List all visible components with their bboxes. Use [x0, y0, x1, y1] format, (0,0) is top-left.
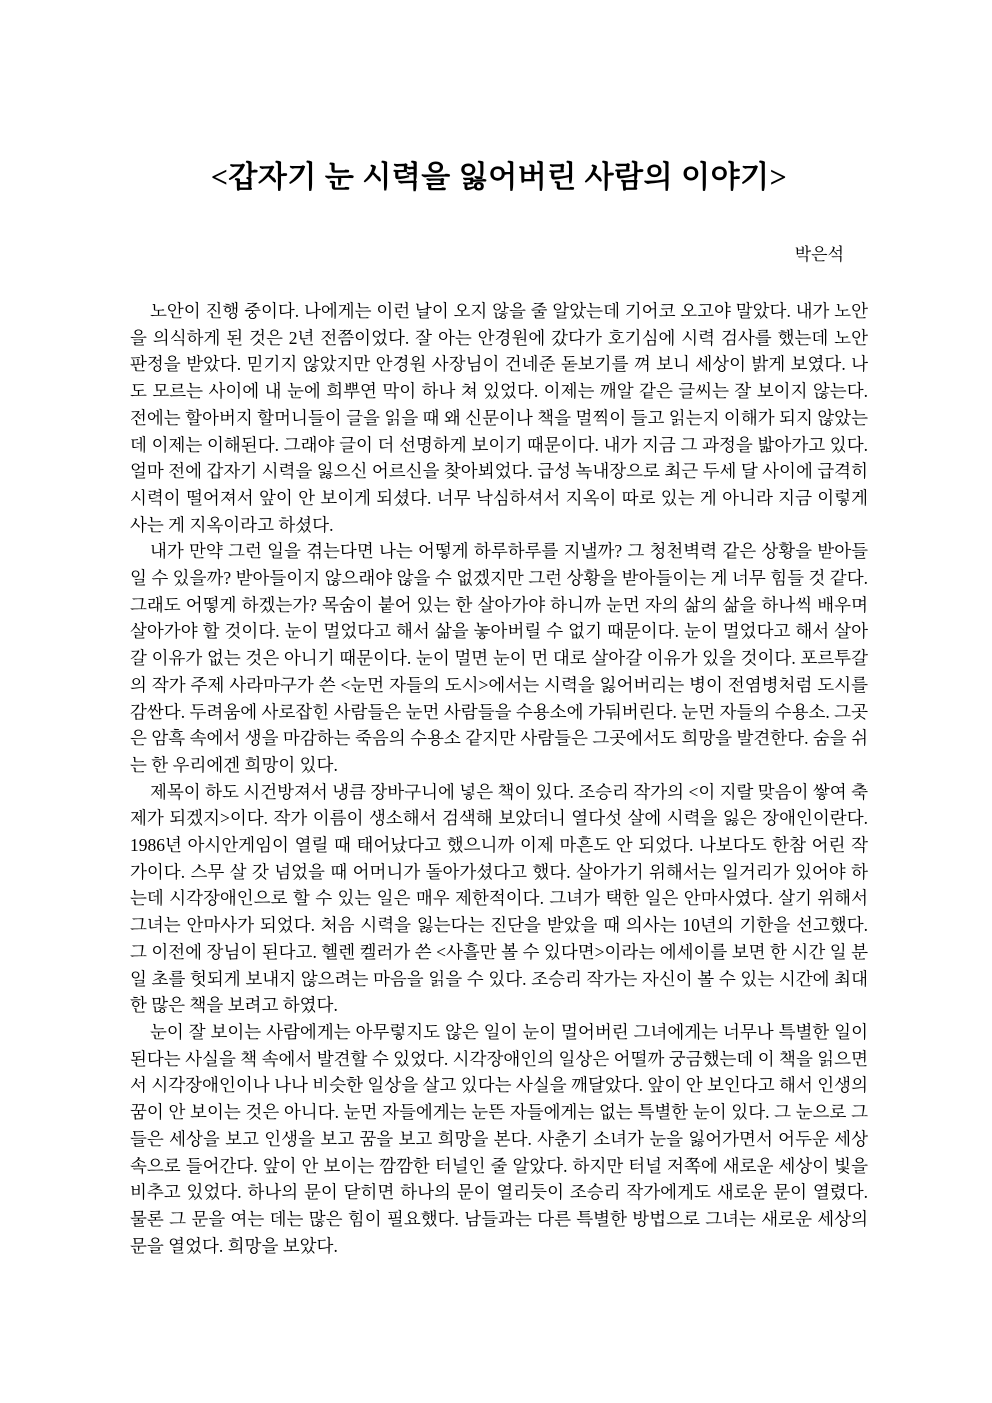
- paragraph-1: 노안이 진행 중이다. 나에게는 이런 날이 오지 않을 줄 알았는데 기어코 오고야 말았다. 내가 노안을 의식하게 된 것은 2년 전쯤이었다. 잘 아는 안경원에 갔다가 호기심에 시력 검사를 했는데 노안 판정을 받았다. 믿기지 않았지만 안경원 사장님이 건네준 돋보기를 껴 보니 세상이 밝게 보였다. 나도 모르는 사이에 내 눈에 희뿌연 막이 하나 쳐 있었다. 이제는 깨알 같은 글씨는 잘 보이지 않는다. 전에는 할아버지 할머니들이 글을 읽을 때 왜 신문이나 책을 멀찍이 들고 읽는지 이해가 되지 않았는데 이제는 이해된다. 그래야 글이 더 선명하게 보이기 때문이다. 내가 지금 그 과정을 밟아가고 있다. 얼마 전에 갑자기 시력을 잃으신 어르신을 찾아뵈었다. 급성 녹내장으로 최근 두세 달 사이에 급격히 시력이 떨어져서 앞이 안 보이게 되셨다. 너무 낙심하셔서 지옥이 따로 있는 게 아니라 지금 이렇게 사는 게 지옥이라고 하셨다.: [130, 301, 868, 535]
- paragraph-4: 눈이 잘 보이는 사람에게는 아무렇지도 않은 일이 눈이 멀어버린 그녀에게는 너무나 특별한 일이 된다는 사실을 책 속에서 발견할 수 있었다. 시각장애인의 일상은 어떨까 궁금했는데 이 책을 읽으면서 시각장애인이나 나나 비슷한 일상을 살고 있다는 사실을 깨달았다. 앞이 안 보인다고 해서 인생의 꿈이 안 보이는 것은 아니다. 눈먼 자들에게는 눈뜬 자들에게는 없는 특별한 눈이 있다. 그 눈으로 그들은 세상을 보고 인생을 보고 꿈을 보고 희망을 본다. 사춘기 소녀가 눈을 잃어가면서 어두운 세상 속으로 들어간다. 앞이 안 보이는 깜깜한 터널인 줄 알았다. 하지만 터널 저쪽에 새로운 세상이 빛을 비추고 있었다. 하나의 문이 닫히면 하나의 문이 열리듯이 조승리 작가에게도 새로운 문이 열렸다. 물론 그 문을 여는 데는 많은 힘이 필요했다. 남들과는 다른 특별한 방법으로 그녀는 새로운 세상의 문을 열었다. 희망을 보았다.: [130, 1021, 868, 1256]
- paragraph-3: 제목이 하도 시건방져서 냉큼 장바구니에 넣은 책이 있다. 조승리 작가의 <이 지랄 맞음이 쌓여 축제가 되겠지>이다. 작가 이름이 생소해서 검색해 보았더니 열다섯 살에 시력을 잃은 장애인이란다. 1986년 아시안게임이 열릴 때 태어났다고 했으니까 이제 마흔도 안 되었다. 나보다도 한참 어린 작가이다. 스무 살 갓 넘었을 때 어머니가 돌아가셨다고 했다. 살아가기 위해서는 일거리가 있어야 하는데 시각장애인으로 할 수 있는 일은 매우 제한적이다. 그녀가 택한 일은 안마사였다. 살기 위해서 그녀는 안마사가 되었다. 처음 시력을 잃는다는 진단을 받았을 때 의사는 10년의 기한을 선고했다. 그 이전에 장님이 된다고. 헬렌 켈러가 쓴 <사흘만 볼 수 있다면>이라는 에세이를 보면 한 시간 일 분 일 초를 헛되게 보내지 않으려는 마음을 읽을 수 있다. 조승리 작가는 자신이 볼 수 있는 시간에 최대한 많은 책을 보려고 하였다.: [130, 781, 868, 1016]
- document-title: <갑자기 눈 시력을 잃어버린 사람의 이야기>: [210, 161, 788, 194]
- paragraph-2: 내가 만약 그런 일을 겪는다면 나는 어떻게 하루하루를 지낼까? 그 청천벽력 같은 상황을 받아들일 수 있을까? 받아들이지 않으래야 않을 수 없겠지만 그런 상황을 받아들이는 게 너무 힘들 것 같다. 그래도 어떻게 하겠는가? 목숨이 붙어 있는 한 살아가야 하니까 눈먼 자의 삶의 삶을 하나씩 배우며 살아가야 할 것이다. 눈이 멀었다고 해서 삶을 놓아버릴 수 없기 때문이다. 눈이 멀었다고 해서 살아갈 이유가 없는 것은 아니기 때문이다. 눈이 멀면 눈이 먼 대로 살아갈 이유가 있을 것이다. 포르투갈의 작가 주제 사라마구가 쓴 <눈먼 자들의 도시>에서는 시력을 잃어버리는 병이 전염병처럼 도시를 감싼다. 두려움에 사로잡힌 사람들은 눈먼 사람들을 수용소에 가둬버린다. 눈먼 자들의 수용소. 그곳은 암흑 속에서 생을 마감하는 죽음의 수용소 같지만 사람들은 그곳에서도 희망을 발견한다. 숨을 쉬는 한 우리에겐 희망이 있다.: [130, 541, 868, 775]
- author-name: 박은석: [794, 245, 844, 264]
- document-body: [130, 298, 868, 1259]
